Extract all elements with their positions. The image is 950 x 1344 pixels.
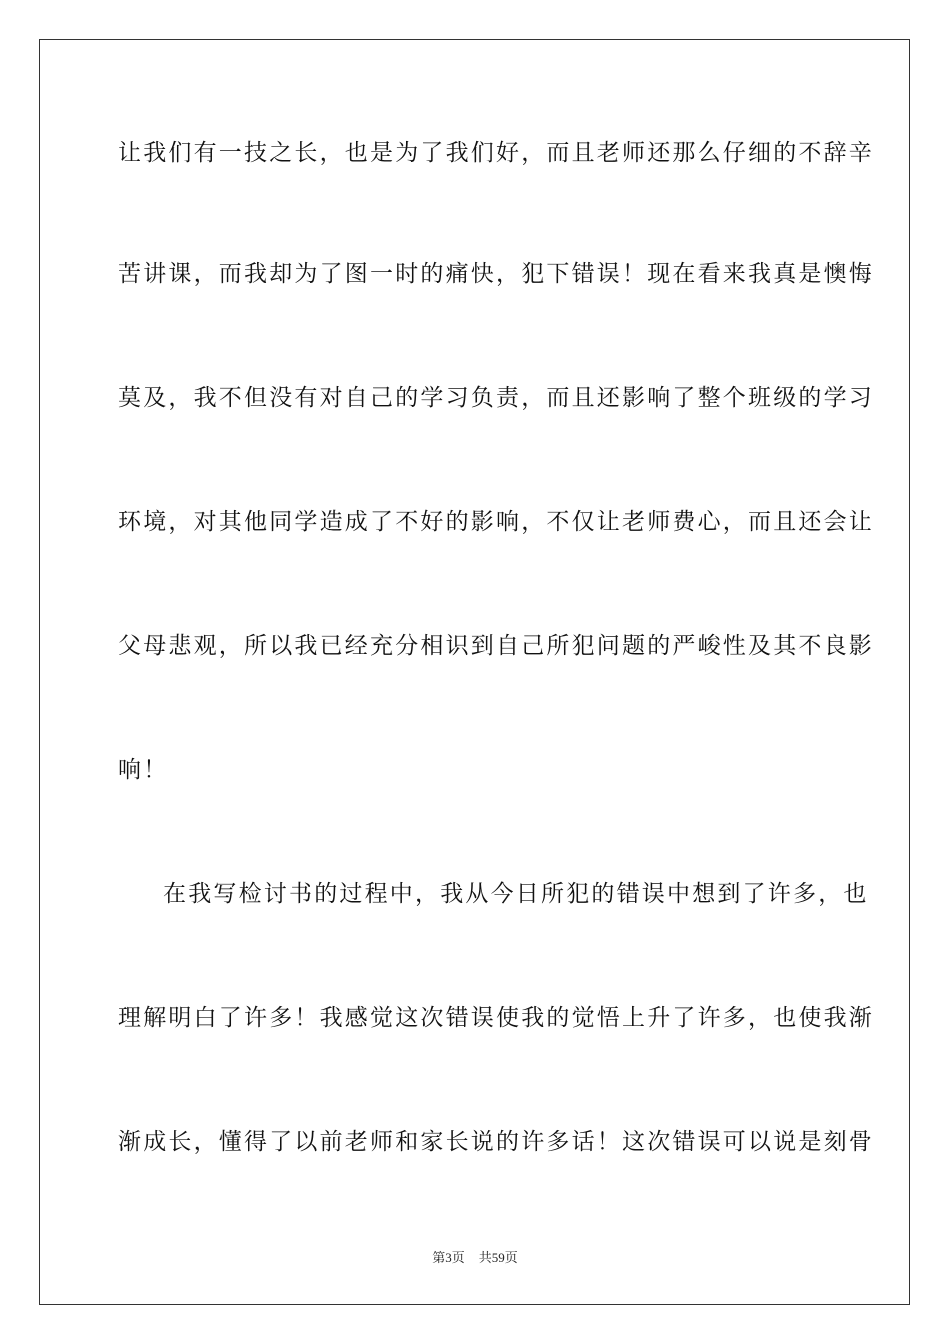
text-line: 在我写检讨书的过程中，我从今日所犯的错误中想到了许多，也 xyxy=(163,881,869,907)
text-line: 让我们有一技之长，也是为了我们好，而且老师还那么仔细的不辞辛 xyxy=(118,140,874,166)
total-pages: 共59页 xyxy=(478,1250,518,1265)
text-line: 渐成长，懂得了以前老师和家长说的许多话！这次错误可以说是刻骨 xyxy=(118,1129,874,1155)
text-line: 理解明白了许多！我感觉这次错误使我的觉悟上升了许多，也使我渐 xyxy=(118,1005,874,1031)
text-line: 苦讲课，而我却为了图一时的痛快，犯下错误！现在看来我真是懊悔 xyxy=(118,261,874,287)
text-line: 响！ xyxy=(118,757,169,783)
text-line: 父母悲观，所以我已经充分相识到自己所犯问题的严峻性及其不良影 xyxy=(118,633,874,659)
text-line: 莫及，我不但没有对自己的学习负责，而且还影响了整个班级的学习 xyxy=(118,385,874,411)
text-line: 环境，对其他同学造成了不好的影响，不仅让老师费心，而且还会让 xyxy=(118,509,874,535)
page-footer xyxy=(0,1247,950,1266)
page-border xyxy=(39,39,910,1305)
page-number: 第3页 xyxy=(432,1250,465,1265)
